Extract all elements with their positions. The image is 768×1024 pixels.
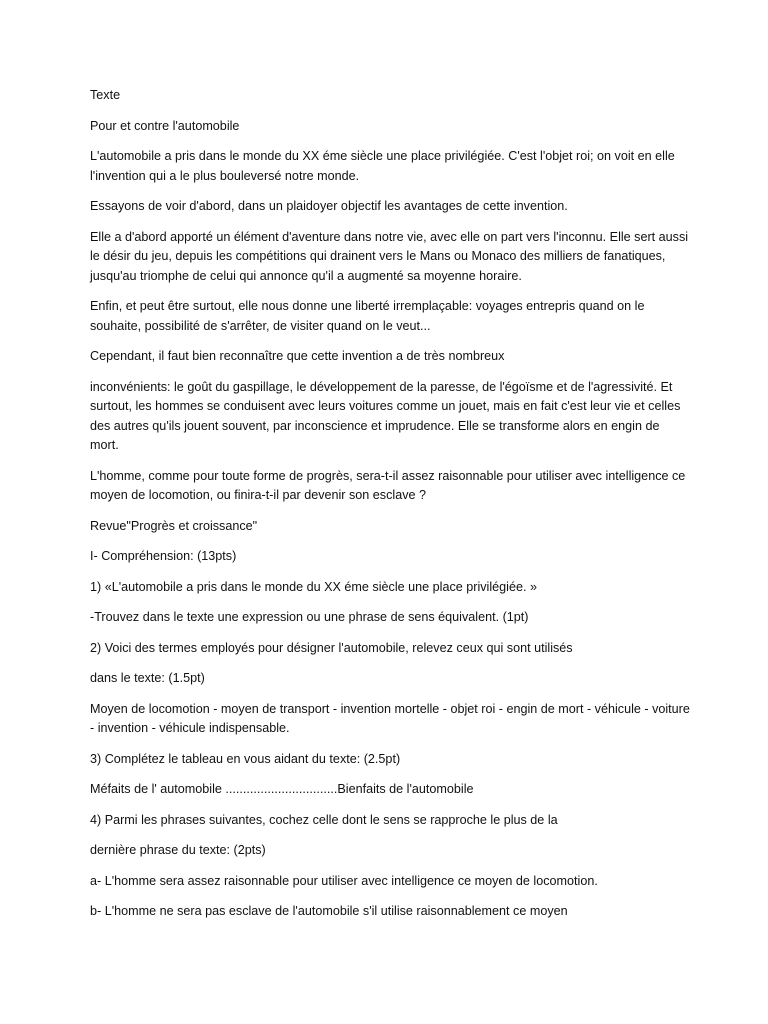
label-texte: Texte	[90, 88, 121, 102]
document-page	[90, 86, 690, 933]
paragraph-aventure: Elle a d'abord apporté un élément d'aventure dans notre vie, avec elle on part vers l'inconnu. Elle sert aussi le désir du jeu, depuis les compétitions qui drainent vers le Mans ou Monaco des milliers de fanatiques, jusqu'au triomphe de celui qui annonce qu'il a augmenté sa moyenne horaire.	[90, 229, 689, 283]
option-b: b- L'homme ne sera pas esclave de l'automobile s'il utilise raisonnablement ce moyen	[90, 904, 568, 918]
paragraph-intro: L'automobile a pris dans le monde du XX éme siècle une place privilégiée. C'est l'objet roi; on voit en elle l'invention qui a le plus bouleversé notre monde.	[90, 149, 675, 183]
paragraph-plaidoyer: Essayons de voir d'abord, dans un plaidoyer objectif les avantages de cette invention.	[90, 199, 568, 213]
question-3: 3) Complétez le tableau en vous aidant du texte: (2.5pt)	[90, 751, 401, 766]
paragraph-inconvenients: inconvénients: le goût du gaspillage, le développement de la paresse, de l'égoïsme et de l'agressivité. Et surtout, les hommes se conduisent avec leurs voitures comme un jouet, mais en fait c'est leur vie et celles des autres qu'ils jouent souvent, par inconscience et imprudence. Elle se transforme alors en engin de mort.	[90, 379, 681, 452]
question-4: 4) Parmi les phrases suivantes, cochez celle dont le sens se rapproche le plus de la	[90, 812, 558, 827]
question-2-continued: dans le texte: (1.5pt)	[90, 671, 205, 685]
option-a: a- L'homme sera assez raisonnable pour utiliser avec intelligence ce moyen de locomotion.	[90, 873, 598, 888]
text-title: Pour et contre l'automobile	[90, 118, 240, 133]
source-citation: Revue"Progrès et croissance"	[90, 518, 258, 533]
question-1: 1) «L'automobile a pris dans le monde du XX éme siècle une place privilégiée. »	[90, 579, 537, 594]
question-3-table-header: Méfaits de l' automobile ................................Bienfaits de l'automobile	[90, 782, 474, 796]
question-2-terms: Moyen de locomotion - moyen de transport - invention mortelle - objet roi - engin de mort - véhicule - voiture - invention - véhicule indispensable.	[90, 701, 690, 735]
paragraph-cependant: Cependant, il faut bien reconnaître que cette invention a de très nombreux	[90, 349, 505, 363]
question-2: 2) Voici des termes employés pour désigner l'automobile, relevez ceux qui sont utilisés	[90, 640, 573, 655]
question-1-instruction: -Trouvez dans le texte une expression ou une phrase de sens équivalent. (1pt)	[90, 610, 529, 624]
paragraph-liberte: Enfin, et peut être surtout, elle nous donne une liberté irremplaçable: voyages entrepris quand on le souhaite, possibilité de s'arrêter, de visiter quand on le veut...	[90, 299, 645, 333]
section-heading-comprehension: I- Compréhension: (13pts)	[90, 549, 237, 563]
question-4-continued: dernière phrase du texte: (2pts)	[90, 843, 266, 857]
paragraph-conclusion: L'homme, comme pour toute forme de progrès, sera-t-il assez raisonnable pour utiliser avec intelligence ce moyen de locomotion, ou finira-t-il par devenir son esclave ?	[90, 468, 686, 502]
